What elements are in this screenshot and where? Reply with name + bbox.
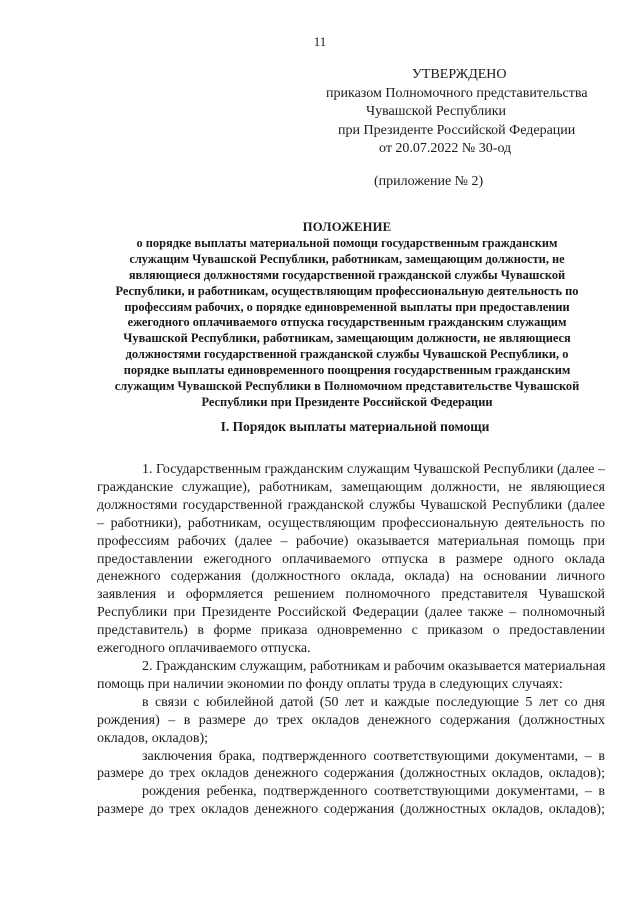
title-heading: ПОЛОЖЕНИЕ — [302, 220, 392, 234]
title-line: Республики при Президенте Российской Федерации — [201, 394, 493, 409]
body-line: рождения) – в размере до трех окладов денежного содержания (должностных — [97, 712, 605, 728]
approval-stamp — [300, 66, 620, 159]
section-heading: I. Порядок выплаты материальной помощи — [220, 419, 490, 434]
document-title — [96, 220, 598, 411]
title-line: должностями государственной гражданской службы Чувашской Республики, о — [125, 347, 569, 362]
body-line: профессиям рабочих (далее – рабочие) оказывается материальная помощь при — [97, 533, 605, 549]
body-line: ежегодного оплачиваемого отпуска. — [97, 641, 311, 657]
body-line: помощь при наличии экономии по фонду оплаты труда в следующих случаях: — [97, 676, 563, 692]
body-line: представитель) в форме приказа одновременно с приказом о предоставлении — [97, 623, 605, 639]
page-number: 11 — [313, 34, 327, 49]
title-line: служащим Чувашской Республики в Полномочном представительстве Чувашской — [114, 379, 580, 394]
body-line: размере до трех окладов денежного содержания (должностных окладов, окладов); — [97, 802, 605, 818]
body-line: заключения брака, подтвержденного соответствующими документами, – в — [142, 748, 605, 764]
body-line: должностями государственной гражданской службы Чувашской Республики (далее — [97, 497, 605, 513]
body-line: 2. Гражданским служащим, работникам и рабочим оказывается материальная — [142, 658, 606, 674]
body-line: Республики при Президенте Российской Федерации (далее также – полномочный — [97, 605, 605, 621]
approval-line: приказом Полномочного представительства — [326, 85, 588, 101]
appendix-note: (приложение № 2) — [374, 174, 484, 189]
body-line: предоставлении ежегодного оплачиваемого отпуска в размере одного оклада — [97, 551, 605, 567]
body-text — [97, 461, 605, 819]
body-line: в связи с юбилейной датой (50 лет и каждые последующие 5 лет со дня — [142, 694, 605, 710]
body-line: – работники), работникам, осуществляющим профессиональную деятельность по — [97, 515, 605, 531]
title-line: служащим Чувашской Республики, работникам, замещающим должности, не — [129, 251, 565, 266]
approval-line: от 20.07.2022 № 30-од — [379, 141, 512, 156]
body-line: 1. Государственным гражданским служащим Чувашской Республики (далее – — [142, 462, 605, 477]
body-line: окладов, окладов); — [97, 730, 209, 746]
body-line: размере до трех окладов денежного содержания (должностных окладов, окладов); — [97, 766, 605, 782]
body-line: гражданские служащие), работникам, замещающим должности, не являющиеся — [97, 479, 605, 495]
title-line: ежегодного оплачиваемого отпуска государственным гражданским служащим — [127, 315, 567, 330]
title-line: о порядке выплаты материальной помощи государственным гражданским — [136, 235, 558, 250]
approval-line: Чувашской Республики — [366, 104, 507, 119]
body-line: рождения ребенка, подтвержденного соответствующими документами, – в — [142, 784, 605, 800]
title-line: Чувашской Республики, работникам, замещающим должности, не являющиеся — [123, 331, 571, 346]
title-line: порядке выплаты единовременного поощрения государственным гражданским — [123, 363, 571, 378]
title-line: профессиям рабочих, о порядке единовременной выплаты при предоставлении — [124, 299, 570, 314]
body-line: заявления и оформляется решением полномочного представителя Чувашской — [97, 587, 605, 603]
approval-line: УТВЕРЖДЕНО — [412, 67, 507, 82]
body-line: денежного содержания (должностного оклада, оклада) на основании личного — [97, 569, 605, 585]
approval-line: при Президенте Российской Федерации — [338, 122, 576, 138]
title-line: Республики, и работникам, осуществляющим профессиональную деятельность по — [115, 283, 579, 298]
title-line: являющиеся должностями государственной гражданской службы Чувашской — [128, 267, 566, 282]
